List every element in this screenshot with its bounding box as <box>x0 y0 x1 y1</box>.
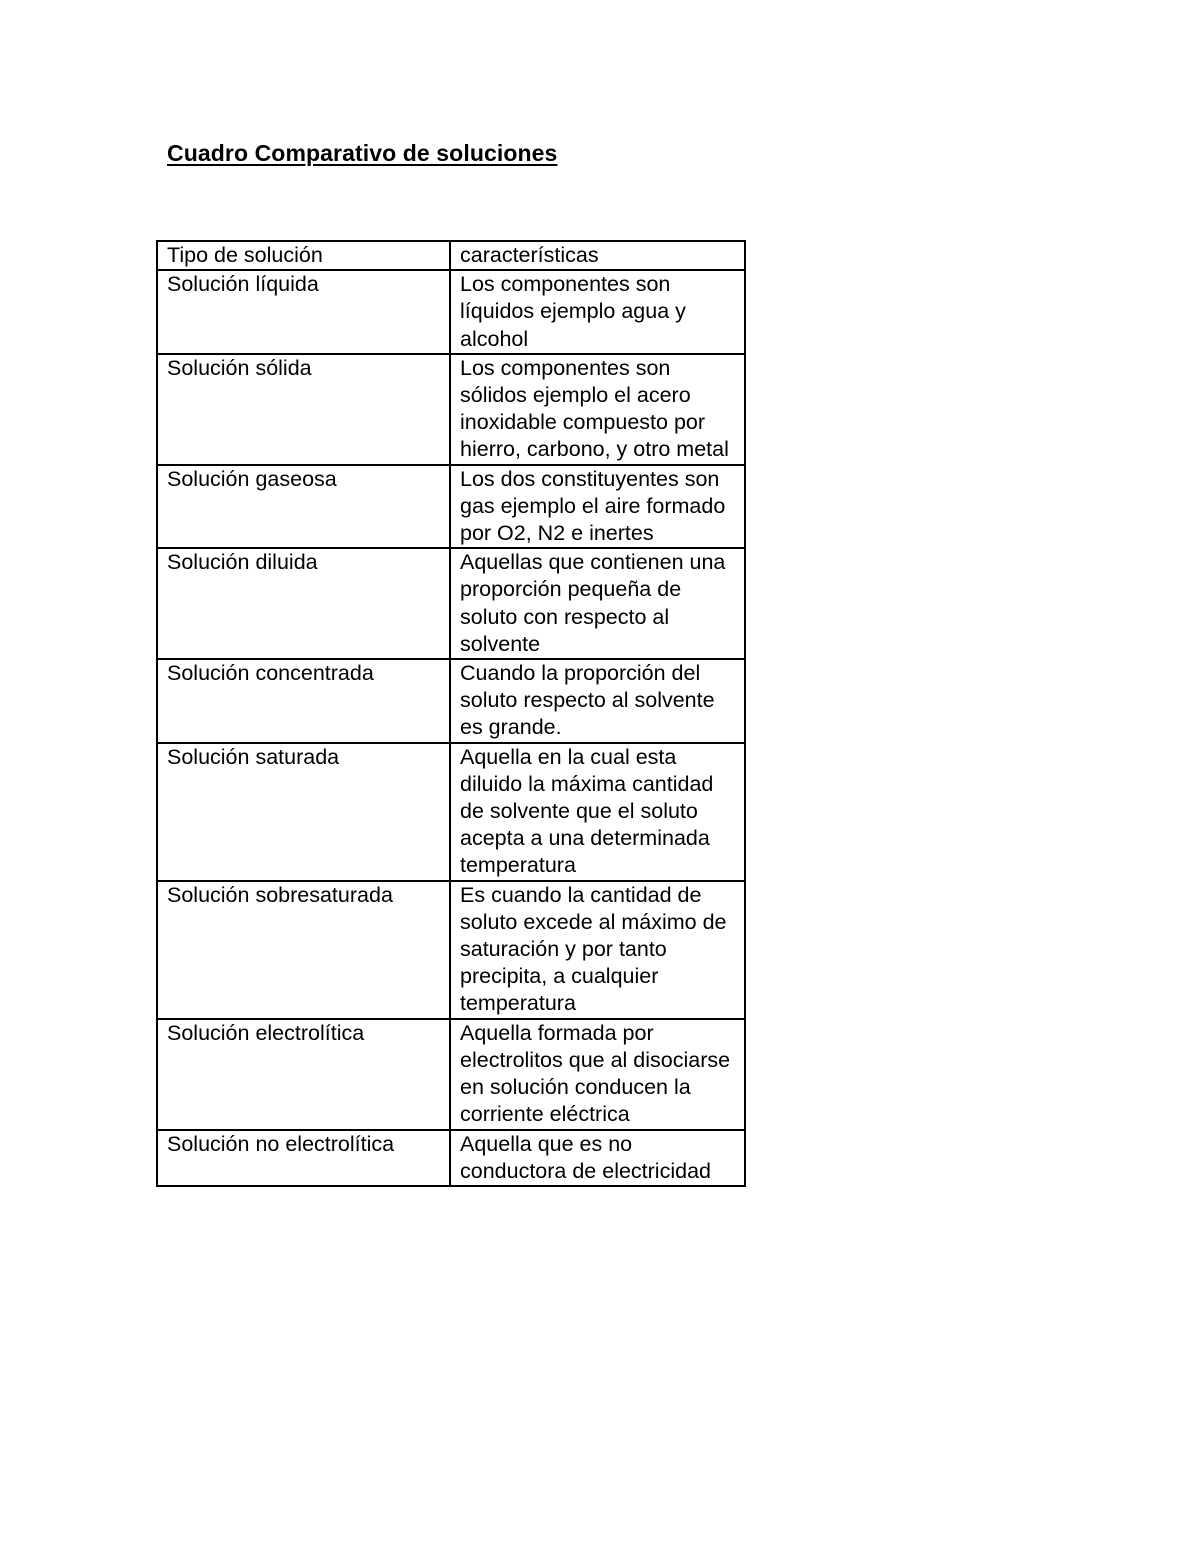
cell-tipo: Solución sólida <box>157 354 450 465</box>
cell-tipo: Solución no electrolítica <box>157 1130 450 1186</box>
header-cell-tipo: Tipo de solución <box>157 241 450 270</box>
cell-caracteristicas: Los componentes son sólidos ejemplo el acero inoxidable compuesto por hierro, carbono, y otro metal <box>450 354 745 465</box>
cell-caracteristicas: Aquella formada por electrolitos que al disociarse en solución conducen la corriente eléctrica <box>450 1019 745 1130</box>
table-row <box>157 743 745 881</box>
cell-caracteristicas: Cuando la proporción del soluto respecto al solvente es grande. <box>450 659 745 743</box>
table-row <box>157 270 745 354</box>
table-row <box>157 1019 745 1130</box>
table-header-row <box>157 241 745 270</box>
table-row <box>157 548 745 659</box>
comparison-table <box>156 240 746 1187</box>
cell-caracteristicas: Es cuando la cantidad de soluto excede al máximo de saturación y por tanto precipita, a cualquier temperatura <box>450 881 745 1019</box>
page-title: Cuadro Comparativo de soluciones <box>167 140 558 166</box>
cell-caracteristicas: Aquella que es no conductora de electricidad <box>450 1130 745 1186</box>
cell-tipo: Solución electrolítica <box>157 1019 450 1130</box>
cell-caracteristicas: Aquella en la cual esta diluido la máxima cantidad de solvente que el soluto acepta a una determinada temperatura <box>450 743 745 881</box>
cell-tipo: Solución diluida <box>157 548 450 659</box>
cell-tipo: Solución gaseosa <box>157 465 450 549</box>
cell-caracteristicas: Aquellas que contienen una proporción pequeña de soluto con respecto al solvente <box>450 548 745 659</box>
table-row <box>157 659 745 743</box>
header-cell-caracteristicas: características <box>450 241 745 270</box>
table-row <box>157 881 745 1019</box>
cell-tipo: Solución sobresaturada <box>157 881 450 1019</box>
table-row <box>157 1130 745 1186</box>
cell-caracteristicas: Los componentes son líquidos ejemplo agua y alcohol <box>450 270 745 354</box>
cell-tipo: Solución saturada <box>157 743 450 881</box>
table-row <box>157 465 745 549</box>
cell-caracteristicas: Los dos constituyentes son gas ejemplo el aire formado por O2, N2 e inertes <box>450 465 745 549</box>
cell-tipo: Solución líquida <box>157 270 450 354</box>
cell-tipo: Solución concentrada <box>157 659 450 743</box>
table-row <box>157 354 745 465</box>
